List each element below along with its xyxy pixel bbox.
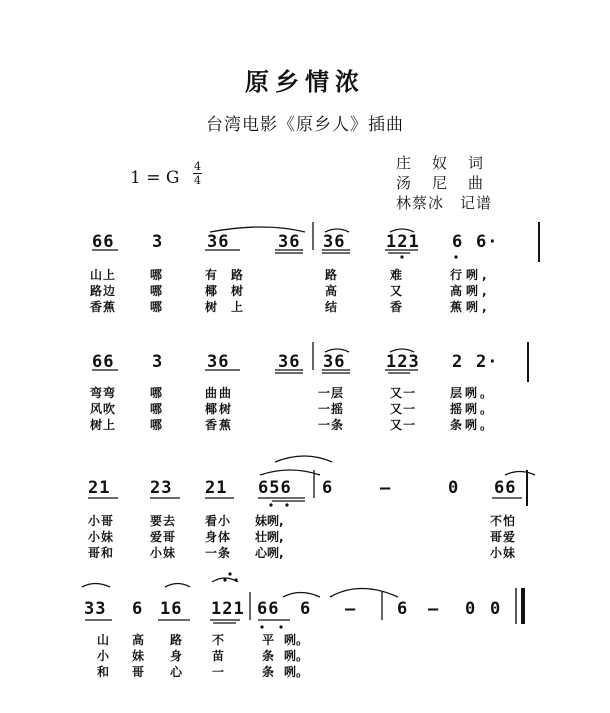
lyricist-credit: 庄 奴 词 — [396, 154, 487, 172]
lyric: 又 — [390, 284, 404, 298]
note-group: 33 — [84, 599, 107, 619]
lyric: 心 — [170, 665, 184, 679]
lyric: 咧。 — [284, 649, 309, 663]
note: 6 — [322, 478, 334, 498]
note-group: 21 — [88, 478, 111, 498]
lyric: 又一 — [390, 402, 417, 416]
note-group: 36 — [207, 352, 230, 372]
lyric: 一摇 — [318, 402, 345, 416]
note: 3 — [152, 232, 164, 252]
note: 6 — [300, 599, 312, 619]
lyric: 不怕 — [490, 514, 517, 528]
lyric: 蕉咧, — [450, 300, 491, 314]
lyric: 看小 — [205, 514, 232, 528]
lyric: 行咧, — [450, 268, 491, 282]
lyric: 小妹 — [490, 546, 517, 560]
lyric: 高咧, — [450, 284, 491, 298]
lyric: 心咧, — [255, 546, 284, 560]
note-group: 656 — [258, 478, 292, 498]
lyric: 条 — [262, 665, 276, 679]
lyric: 弯弯 — [90, 386, 117, 400]
lyric: 小 — [97, 649, 111, 663]
rest: 0 — [448, 478, 460, 498]
note-group: 36 — [323, 232, 346, 252]
lyric: 哪 — [150, 268, 164, 282]
lyric: 哥 — [132, 665, 146, 679]
lyric: 难 — [390, 268, 404, 282]
lyric: 小哥 — [88, 514, 115, 528]
note-group: 123 — [386, 352, 420, 372]
composer-credit: 汤 尼 曲 — [396, 174, 487, 192]
lyric: 路边 — [90, 284, 117, 298]
dash: — — [428, 599, 440, 619]
lyric: 摇咧。 — [450, 402, 496, 416]
lyric: 妹咧, — [255, 514, 284, 528]
lyric: 平 — [262, 633, 276, 647]
lyric: 又一 — [390, 418, 417, 432]
lyric: 树上 — [90, 418, 117, 432]
note-group: 16 — [160, 599, 183, 619]
lyric: 一 — [212, 665, 226, 679]
note: 6 — [397, 599, 409, 619]
song-title: 原乡情浓 — [245, 68, 365, 96]
key-signature: 1 = G — [130, 168, 180, 188]
note: 2 — [452, 352, 464, 372]
transcriber-credit: 林蔡冰 记谱 — [396, 194, 493, 212]
lyric: 哪 — [150, 386, 164, 400]
lyric: 香蕉 — [90, 300, 117, 314]
lyric: 哪 — [150, 284, 164, 298]
song-subtitle: 台湾电影《原乡人》插曲 — [206, 115, 404, 135]
lyric: 苗 — [212, 649, 226, 663]
dash: — — [345, 599, 357, 619]
lyric: 高 — [325, 284, 339, 298]
lyric: 要去 — [150, 514, 177, 528]
note: 6· — [476, 232, 499, 252]
lyric: 咧。 — [284, 665, 309, 679]
lyric: 哥爱 — [490, 530, 517, 544]
lyric: 不 — [212, 633, 226, 647]
lyric: 风吹 — [90, 402, 117, 416]
note-group: 66 — [92, 232, 115, 252]
note: 6 — [132, 599, 144, 619]
lyric: 身体 — [205, 530, 232, 544]
lyric: 结 — [325, 300, 339, 314]
lyric: 妹 — [132, 649, 146, 663]
note-group: 36 — [207, 232, 230, 252]
note: 2· — [476, 352, 499, 372]
rest: 0 — [490, 599, 502, 619]
note-group: 66 — [92, 352, 115, 372]
lyric: 路 — [170, 633, 184, 647]
lyric: 高 — [132, 633, 146, 647]
lyric: 哥和 — [88, 546, 115, 560]
lyric: 一条 — [318, 418, 345, 432]
dash: — — [380, 478, 392, 498]
lyric: 哪 — [150, 418, 164, 432]
lyric: 椰树 — [205, 402, 234, 416]
rest: 0 — [465, 599, 477, 619]
lyric: 条咧。 — [450, 418, 496, 432]
note-group: 121 — [386, 232, 420, 252]
time-beats: 4 — [194, 160, 201, 173]
lyric: 又一 — [390, 386, 417, 400]
note-group: 21 — [205, 478, 228, 498]
note-group: 36 — [278, 232, 301, 252]
time-unit: 4 — [194, 174, 201, 187]
lyric: 层咧。 — [450, 386, 496, 400]
lyric: 山上 — [90, 268, 117, 282]
lyric: 香 — [390, 300, 404, 314]
note-group: 121 — [211, 599, 245, 619]
note-group: 66 — [257, 599, 280, 619]
lyric: 和 — [97, 665, 111, 679]
lyric: 小妹 — [88, 530, 115, 544]
note-group: 36 — [323, 352, 346, 372]
lyric: 哪 — [150, 402, 164, 416]
lyric: 爱哥 — [150, 530, 177, 544]
lyric: 一层 — [318, 386, 345, 400]
lyric: 有路 — [205, 268, 258, 282]
lyric: 小妹 — [150, 546, 177, 560]
lyric: 山 — [97, 633, 111, 647]
lyric: 椰树 — [205, 284, 258, 298]
lyric: 哪 — [150, 300, 164, 314]
note: 6 — [452, 232, 464, 252]
note: 3 — [152, 352, 164, 372]
lyric: 一条 — [205, 546, 232, 560]
lyric: 咧。 — [284, 633, 309, 647]
lyric: 曲曲 — [205, 386, 234, 400]
lyric: 路 — [325, 268, 339, 282]
lyric: 树上 — [205, 300, 258, 314]
lyric: 身 — [170, 649, 184, 663]
note-group: 23 — [150, 478, 173, 498]
lyric: 壮咧, — [255, 530, 284, 544]
note-group: 36 — [278, 352, 301, 372]
lyric: 香蕉 — [205, 418, 234, 432]
note-group: 66 — [494, 478, 517, 498]
lyric: 条 — [262, 649, 276, 663]
